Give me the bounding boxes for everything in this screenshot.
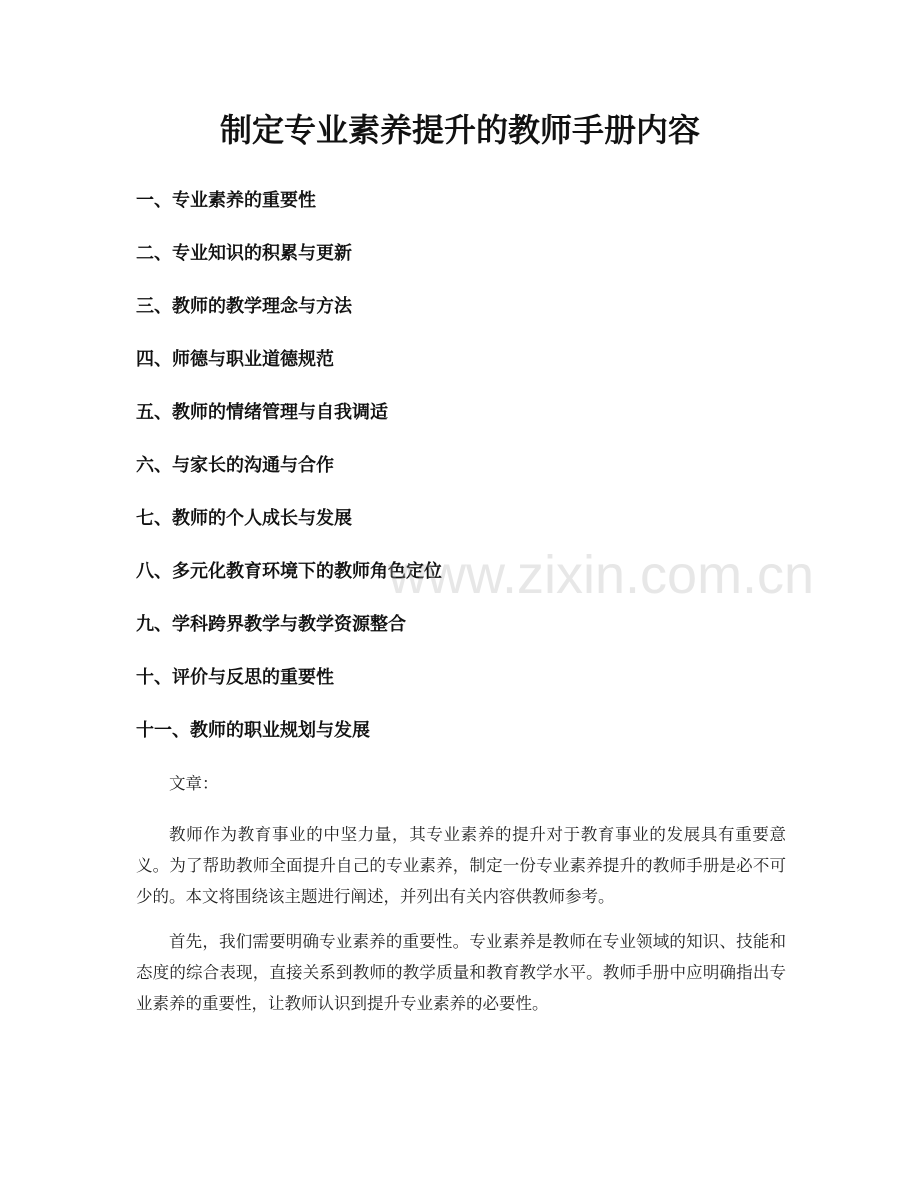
- article-paragraph: 教师作为教育事业的中坚力量，其专业素养的提升对于教育事业的发展具有重要意义。为了帮助教师全面提升自己的专业素养，制定一份专业素养提升的教师手册是必不可少的。本文将围绕该主题进行阐述，并列出有关内容供教师参考。: [136, 825, 786, 906]
- toc-item: 三、教师的教学理念与方法: [136, 296, 352, 317]
- article-label: 文章：: [169, 774, 219, 793]
- toc-item: 一、专业素养的重要性: [136, 190, 316, 211]
- toc-item: 四、师德与职业道德规范: [136, 349, 334, 370]
- table-of-contents: [136, 186, 442, 769]
- toc-item: 六、与家长的沟通与合作: [136, 455, 334, 476]
- toc-item: 十、评价与反思的重要性: [136, 667, 334, 688]
- article-body: [136, 768, 786, 1033]
- document-title: 制定专业素养提升的教师手册内容: [219, 111, 700, 149]
- article-paragraph: 首先，我们需要明确专业素养的重要性。专业素养是教师在专业领域的知识、技能和态度的综合表现，直接关系到教师的教学质量和教育教学水平。教师手册中应明确指出专业素养的重要性，让教师认识到提升专业素养的必要性。: [136, 932, 786, 1013]
- toc-item: 十一、教师的职业规划与发展: [136, 720, 370, 741]
- toc-item: 七、教师的个人成长与发展: [136, 508, 352, 529]
- toc-item: 九、学科跨界教学与教学资源整合: [136, 614, 406, 635]
- toc-item: 五、教师的情绪管理与自我调适: [136, 402, 388, 423]
- toc-item: 八、多元化教育环境下的教师角色定位: [136, 561, 442, 582]
- watermark: www.zixin.com.cn: [388, 545, 815, 605]
- toc-item: 二、专业知识的积累与更新: [136, 243, 352, 264]
